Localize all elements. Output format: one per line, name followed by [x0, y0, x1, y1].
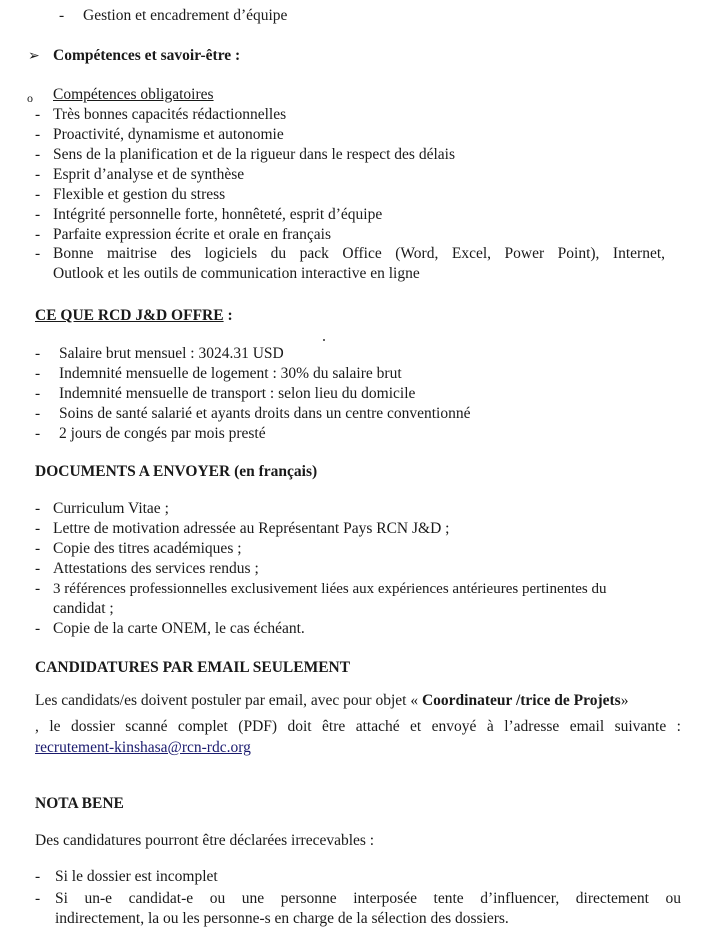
list-item: Si le dossier est incomplet	[55, 868, 218, 885]
list-dash: -	[35, 226, 41, 243]
nota-item-2-line-1: Si un-e candidat-e ou une personne interposée tente d’influencer, directement ou	[55, 890, 681, 907]
job-title: Coordinateur /trice de Projets	[421, 692, 621, 709]
offre-heading-text: CE QUE RCD J&D OFFRE	[35, 307, 224, 324]
references-line-1: 3 références professionnelles exclusivement liées aux expériences antérieures pertinentes du	[53, 581, 607, 597]
circle-bullet-icon: o	[27, 91, 33, 105]
list-dash: -	[35, 365, 41, 382]
list-dash: -	[35, 620, 41, 637]
candidatures-line-1-end: »	[620, 692, 629, 709]
list-dash: -	[35, 146, 41, 163]
list-dash: -	[35, 126, 41, 143]
nota-heading: NOTA BENE	[35, 795, 124, 812]
list-dash: -	[35, 245, 41, 262]
speck	[323, 339, 325, 341]
list-item: Très bonnes capacités rédactionnelles	[53, 106, 287, 123]
nota-item-2-line-2: indirectement, la ou les personne-s en charge de la sélection des dossiers.	[55, 910, 509, 927]
list-item: Esprit d’analyse et de synthèse	[53, 166, 245, 183]
list-dash: -	[35, 580, 41, 597]
list-dash: -	[35, 385, 41, 402]
list-dash: -	[35, 186, 41, 203]
candidatures-line-1-start: Les candidats/es doivent postuler par email, avec pour objet «	[35, 692, 422, 709]
arrow-bullet-icon: ➢	[28, 49, 40, 64]
offre-heading	[35, 306, 233, 326]
competences-heading: Compétences et savoir-être :	[53, 47, 241, 64]
list-dash: -	[35, 890, 41, 907]
list-dash: -	[35, 540, 41, 557]
list-item: 2 jours de congés par mois presté	[59, 425, 266, 442]
list-dash: -	[35, 520, 41, 537]
list-dash: -	[35, 345, 41, 362]
list-item: Parfaite expression écrite et orale en français	[53, 226, 331, 243]
intro-item: Gestion et encadrement d’équipe	[83, 7, 288, 24]
list-dash: -	[35, 560, 41, 577]
list-dash: -	[35, 500, 41, 517]
list-item: Sens de la planification et de la rigueur dans le respect des délais	[53, 146, 455, 163]
list-item: Indemnité mensuelle de logement : 30% du salaire brut	[59, 365, 402, 382]
list-item: Copie des titres académiques ;	[53, 540, 242, 557]
list-item: Copie de la carte ONEM, le cas échéant.	[53, 620, 305, 637]
candidatures-heading: CANDIDATURES PAR EMAIL SEULEMENT	[35, 659, 351, 676]
list-dash: -	[35, 425, 41, 442]
list-dash: -	[35, 206, 41, 223]
candidatures-line-1	[35, 691, 628, 711]
list-dash: -	[35, 166, 41, 183]
list-item: Indemnité mensuelle de transport : selon lieu du domicile	[59, 385, 416, 402]
list-dash: -	[35, 868, 41, 885]
nota-intro: Des candidatures pourront être déclarées irrecevables :	[35, 832, 375, 849]
office-skills-line-2: Outlook et les outils de communication interactive en ligne	[53, 265, 420, 282]
documents-heading: DOCUMENTS A ENVOYER (en français)	[35, 463, 318, 480]
list-item: Salaire brut mensuel : 3024.31 USD	[59, 345, 284, 362]
competences-subheading: Compétences obligatoires	[53, 86, 214, 103]
list-item: Proactivité, dynamisme et autonomie	[53, 126, 284, 143]
list-item: Attestations des services rendus ;	[53, 560, 259, 577]
list-dash: -	[35, 405, 41, 422]
email-link[interactable]: recrutement-kinshasa@rcn-rdc.org	[35, 739, 251, 756]
list-item: Curriculum Vitae ;	[53, 500, 169, 517]
list-item: Soins de santé salarié et ayants droits dans un centre conventionné	[59, 405, 471, 422]
list-dash: -	[59, 7, 65, 24]
list-item: Intégrité personnelle forte, honnêteté, esprit d’équipe	[53, 206, 383, 223]
list-item: Flexible et gestion du stress	[53, 186, 226, 203]
candidatures-line-2: , le dossier scanné complet (PDF) doit être attaché et envoyé à l’adresse email suivante :	[35, 718, 681, 735]
references-line-2: candidat ;	[53, 600, 114, 617]
list-item: Lettre de motivation adressée au Représentant Pays RCN J&D ;	[53, 520, 450, 537]
offre-heading-colon: :	[223, 307, 233, 324]
office-skills-line-1: Bonne maitrise des logiciels du pack Office (Word, Excel, Power Point), Internet,	[53, 245, 665, 262]
list-dash: -	[35, 106, 41, 123]
